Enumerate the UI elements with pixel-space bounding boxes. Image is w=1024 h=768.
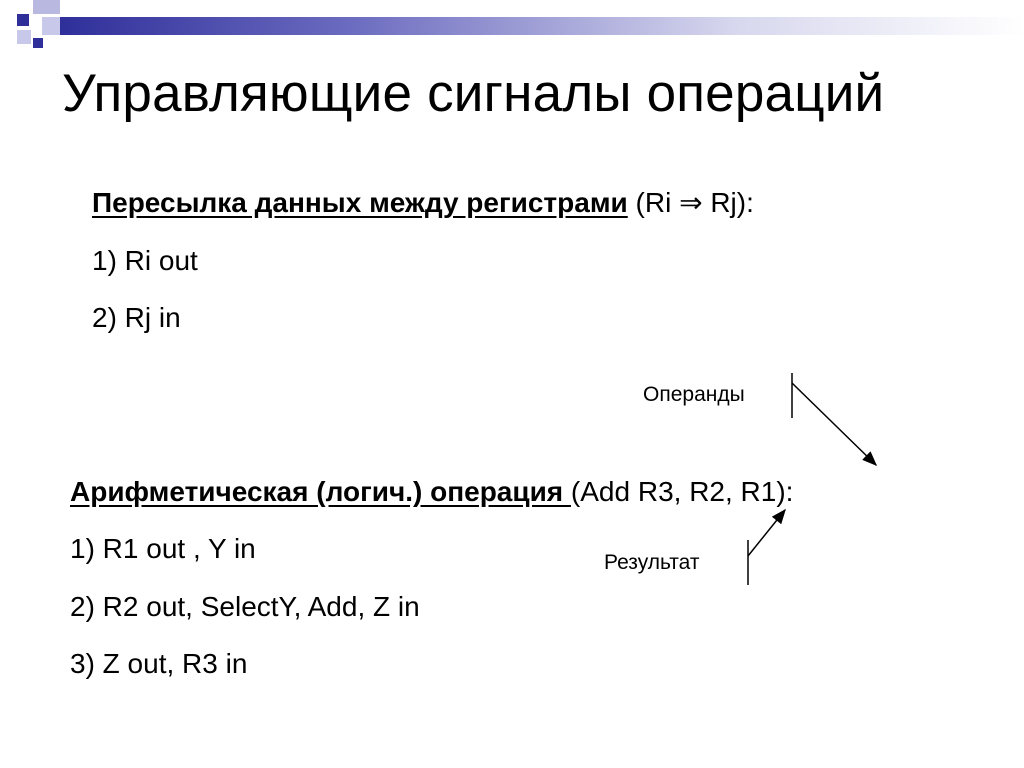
- arith-step-2: 2) R2 out, SelectY, Add, Z in: [70, 591, 420, 622]
- operands-label: Операнды: [643, 383, 745, 406]
- transfer-formula: (Ri ⇒ Rj):: [627, 187, 754, 218]
- result-label: Результат: [604, 551, 700, 574]
- arith-step-1: 1) R1 out , Y in: [70, 533, 256, 564]
- arith-step-3: 3) Z out, R3 in: [70, 648, 248, 679]
- arith-heading: Арифметическая (логич.) операция: [70, 476, 571, 507]
- arith-heading-line: [70, 475, 793, 509]
- result-arrow: [748, 510, 785, 556]
- operands-arrow: [792, 383, 876, 465]
- slide-title: Управляющие сигналы операций: [62, 64, 885, 123]
- transfer-step-1: 1) Ri out: [92, 245, 198, 276]
- arith-formula: (Add R3, R2, R1):: [570, 476, 794, 507]
- transfer-step-2: 2) Rj in: [92, 302, 181, 333]
- transfer-heading: Пересылка данных между регистрами: [92, 187, 628, 218]
